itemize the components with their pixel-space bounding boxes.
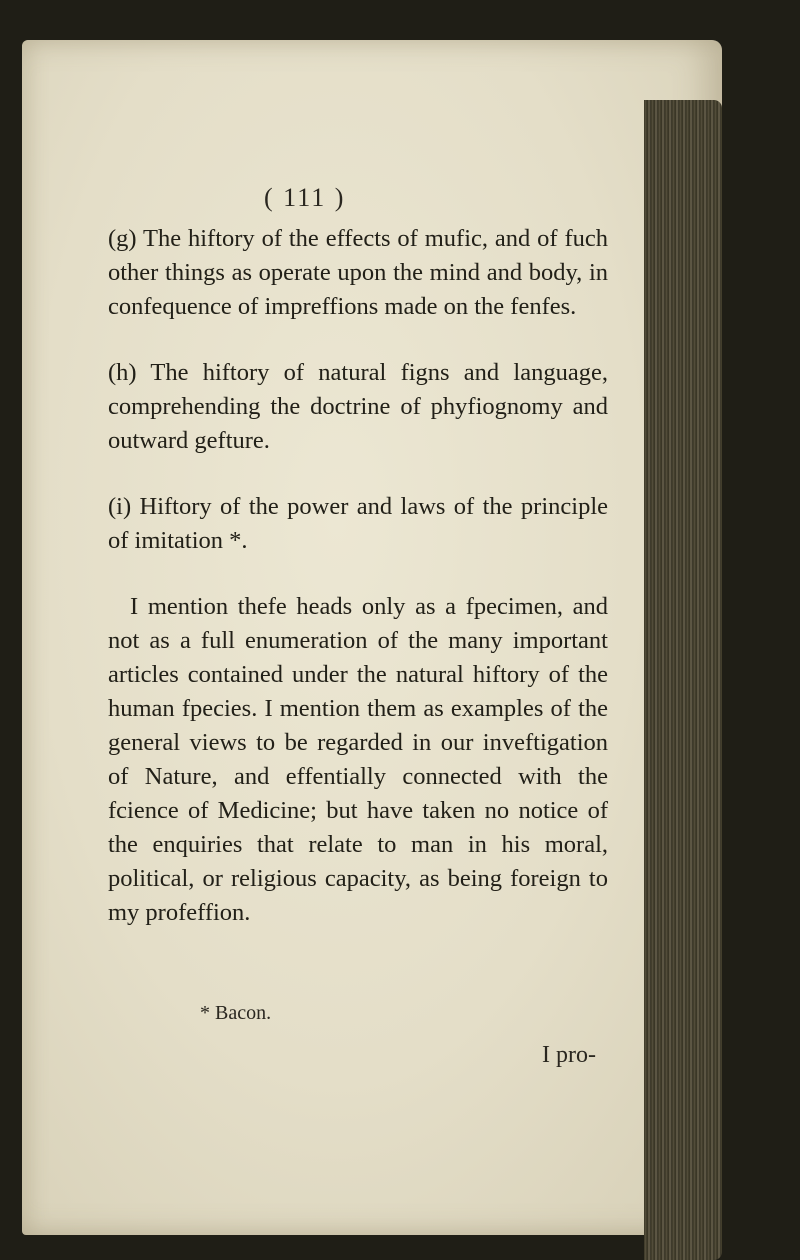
paragraph-g: (g) The hiftory of the effects of mufic, and of fuch other things as operate upon the mind and body, in confequence of impreffions made on the fenfes. [108,225,608,320]
body-text [108,222,608,962]
page-edges [644,100,722,1260]
page-number: ( 111 ) [264,183,346,212]
catchword: I pro- [542,1042,596,1068]
paragraph-h: (h) The hiftory of natural figns and language, comprehending the doctrine of phyfiognomy and outward gefture. [108,359,608,454]
paragraph-i: (i) Hiftory of the power and laws of the principle of imitation *. [108,493,608,554]
footnote: * Bacon. [200,1002,272,1024]
paragraph-main: I mention thefe heads only as a fpecimen, and not as a full enumeration of the many important articles contained under the natural hiftory of the human fpecies. I mention them as examples of the general views to be regarded in our inveftigation of Nature, and effentially connected with the fcience of Medicine; but have taken no notice of the enquiries that relate to man in his moral, political, or religious capacity, as being foreign to my profeffion. [108,593,608,926]
